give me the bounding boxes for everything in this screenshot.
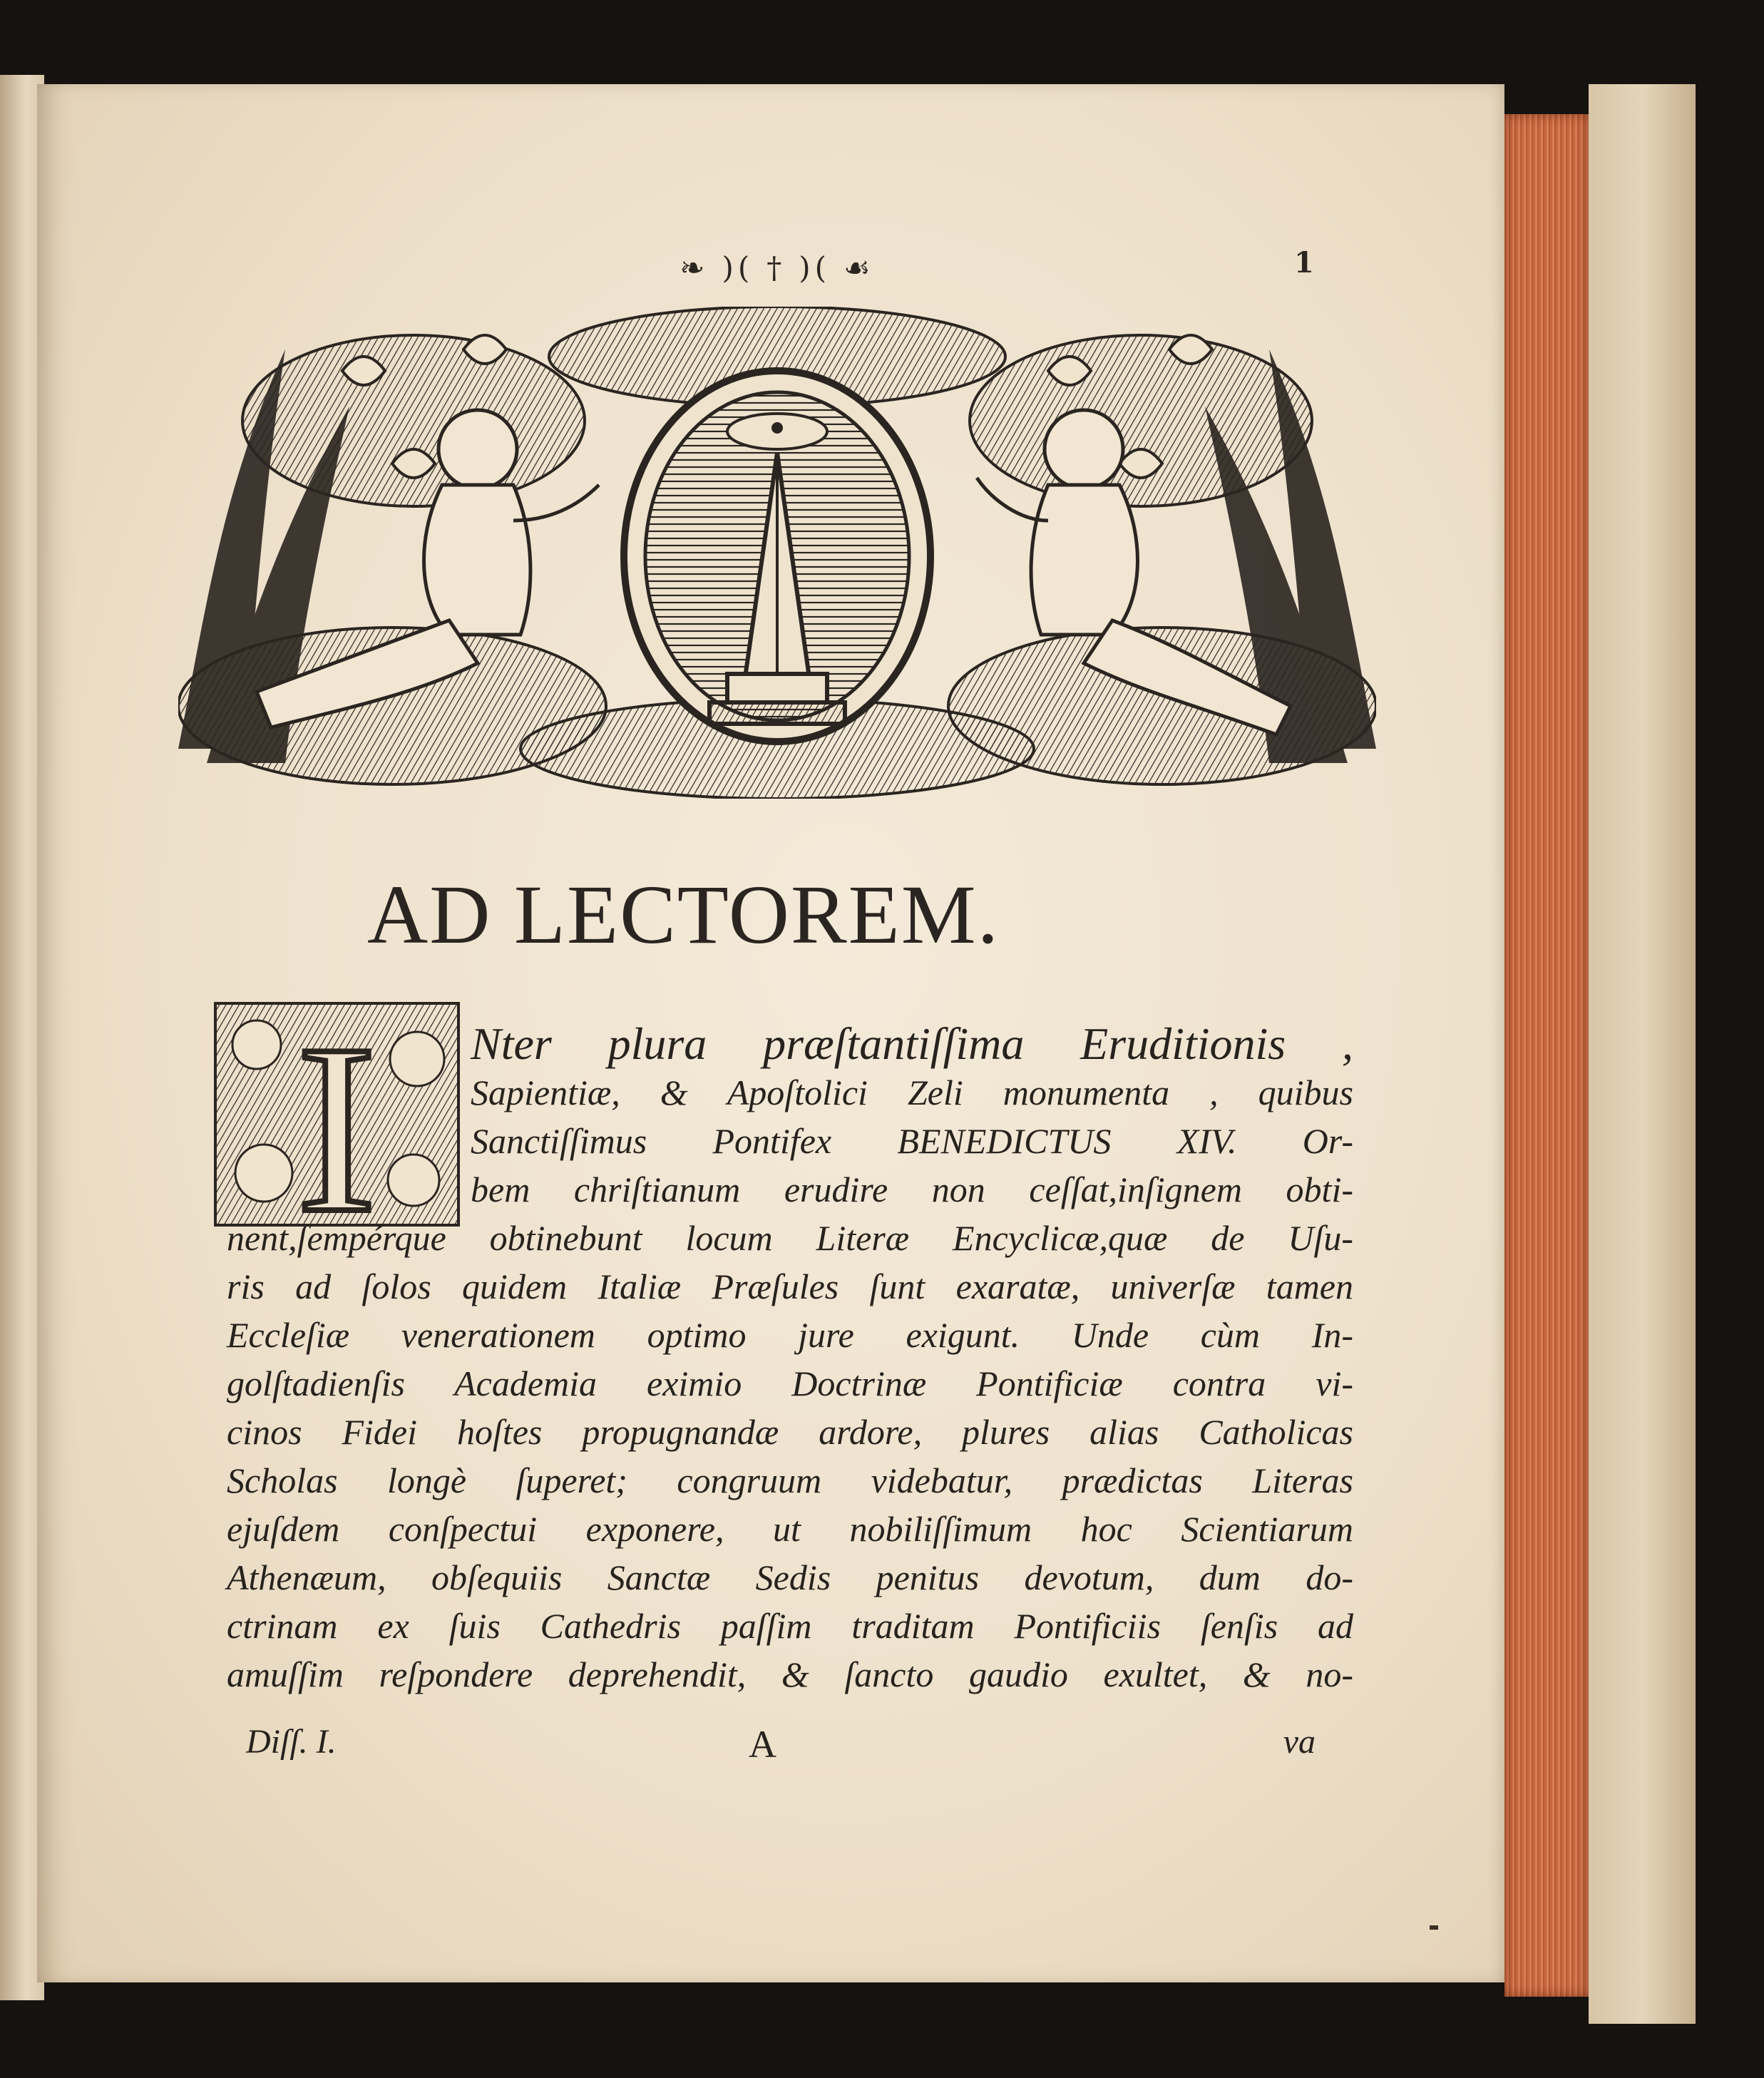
bracket-right-icon: )( — [799, 250, 831, 285]
text-line: nent,ſempérque obtinebunt locum Literæ Encyclicæ,quæ de Uſu- — [227, 1218, 1353, 1258]
text-line: ctrinam ex ſuis Cathedris paſſim traditam Pontificiis ſenſis ad — [227, 1606, 1353, 1646]
fleuron-left-icon: ❧ — [680, 250, 709, 285]
page-number: 1 — [1294, 246, 1314, 280]
book-cover-board — [1589, 84, 1696, 2024]
text-line: amuſſim reſpondere deprehendit, & ſancto gaudio exultet, & no- — [227, 1654, 1353, 1694]
header-ornament — [627, 250, 927, 285]
text-line: Nter plura præſtantiſſima Eruditionis , — [471, 1018, 1353, 1069]
text-line: Sanctiſſimus Pontifex BENEDICTUS XIV. Or- — [471, 1121, 1353, 1161]
catchword: va — [1283, 1723, 1316, 1761]
bracket-left-icon: )( — [722, 250, 754, 285]
cross-icon: † — [766, 250, 786, 285]
text-line: bem chriſtianum erudire non ceſſat,inſignem obti- — [471, 1169, 1353, 1209]
initial-letter-glyph: I — [296, 1002, 377, 1227]
fleuron-right-icon: ☙ — [843, 250, 875, 285]
woodcut-headpiece-illustration — [178, 307, 1376, 799]
signature-mark: Diſſ. I. — [246, 1723, 337, 1761]
text-line: Scholas longè ſuperet; congruum videbatur, prædictas Literas — [227, 1460, 1353, 1500]
text-line: golſtadienſis Academia eximio Doctrinæ Pontificiæ contra vi- — [227, 1363, 1353, 1403]
body-text — [227, 1020, 1353, 1699]
text-line: ejuſdem conſpectui exponere, ut nobiliſſimum hoc Scientiarum — [227, 1509, 1353, 1549]
gathering-mark: A — [749, 1723, 776, 1766]
page-title: AD LECTOREM. — [367, 868, 1000, 961]
text-line: Sapientiæ, & Apoſtolici Zeli monumenta , quibus — [471, 1073, 1353, 1112]
text-line: Athenæum, obſequiis Sanctæ Sedis penitus devotum, dum do- — [227, 1557, 1353, 1597]
book-fore-edge — [1504, 114, 1589, 1997]
text-line: cinos Fidei hoſtes propugnandæ ardore, plures alias Catholicas — [227, 1412, 1353, 1452]
text-line: ris ad ſolos quidem Italiæ Præſules ſunt exaratæ, univerſæ tamen — [227, 1266, 1353, 1306]
text-line: Eccleſiæ venerationem optimo jure exigunt. Unde cùm In- — [227, 1315, 1353, 1355]
page-footer — [246, 1722, 1316, 1765]
page-speck — [1430, 1925, 1438, 1930]
